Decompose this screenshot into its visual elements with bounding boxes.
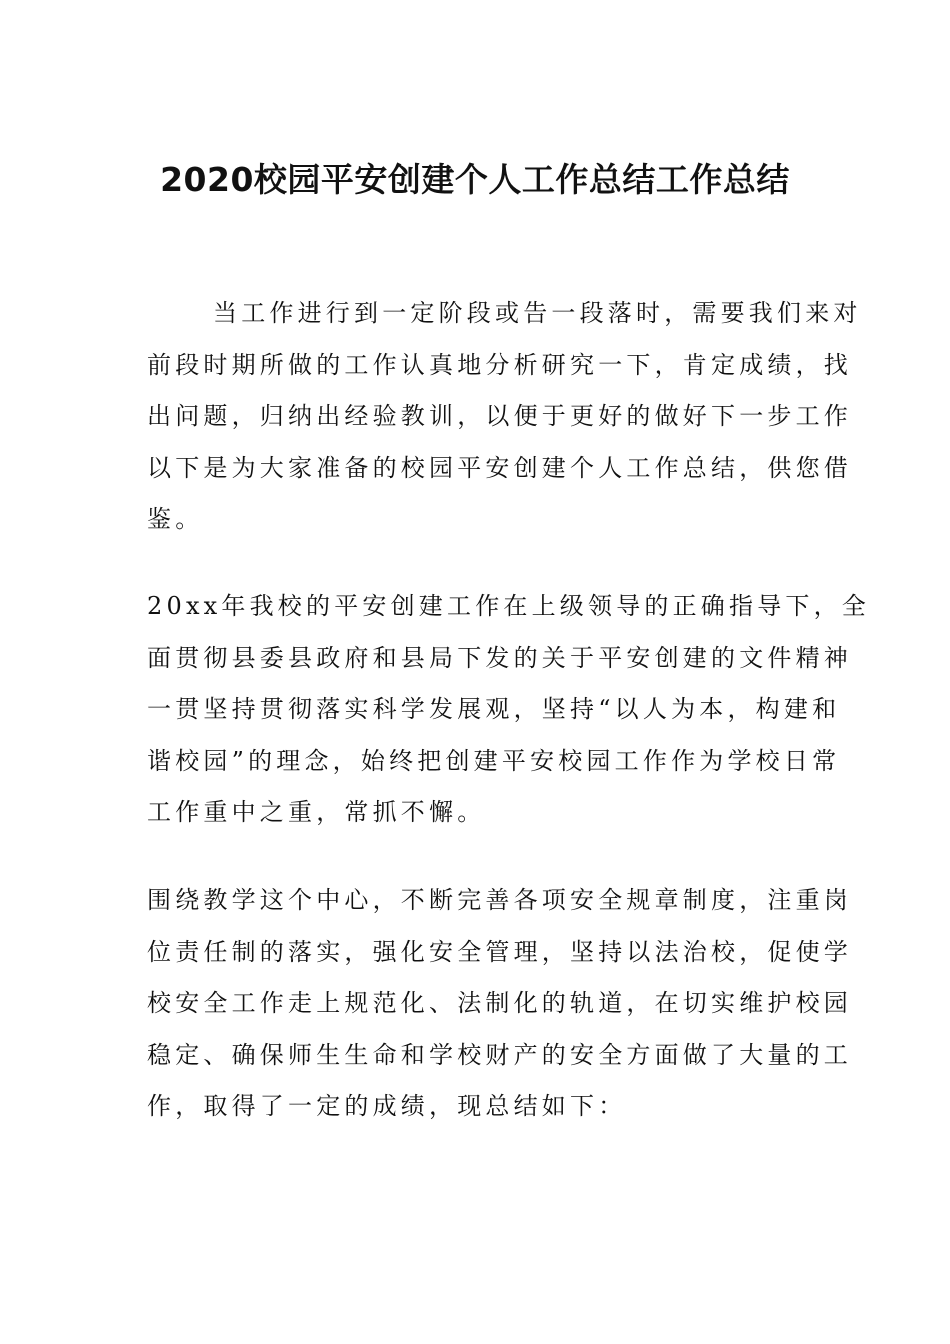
paragraph-line: 出问题，归纳出经验教训，以便于更好的做好下一步工作 <box>147 402 852 430</box>
paragraph-line: 校安全工作走上规范化、法制化的轨道，在切实维护校园 <box>147 989 852 1017</box>
paragraph-line: 围绕教学这个中心，不断完善各项安全规章制度，注重岗 <box>147 886 852 914</box>
document-title: 2020校园平安创建个人工作总结工作总结 <box>160 160 790 199</box>
paragraph-intro <box>147 288 862 546</box>
paragraph-line: 作，取得了一定的成绩，现总结如下： <box>147 1092 627 1120</box>
paragraph-line: 当工作进行到一定阶段或告一段落时，需要我们来对 <box>213 299 862 327</box>
paragraph-summary <box>147 875 852 1133</box>
paragraph-overview <box>147 581 871 839</box>
paragraph-line: 谐校园”的理念，始终把创建平安校园工作作为学校日常 <box>147 746 841 775</box>
paragraph-line: 位责任制的落实，强化安全管理，坚持以法治校，促使学 <box>147 937 852 966</box>
paragraph-line: 稳定、确保师生生命和学校财产的安全方面做了大量的工 <box>147 1040 852 1069</box>
paragraph-line: 前段时期所做的工作认真地分析研究一下，肯定成绩，找 <box>147 350 852 379</box>
paragraph-line: 鉴。 <box>147 505 204 533</box>
paragraph-line: 工作重中之重，常抓不懈。 <box>147 798 486 826</box>
paragraph-line: 以下是为大家准备的校园平安创建个人工作总结，供您借 <box>147 453 852 482</box>
paragraph-line: 一贯坚持贯彻落实科学发展观，坚持“以人为本，构建和 <box>147 695 841 723</box>
paragraph-line: 20xx年我校的平安创建工作在上级领导的正确指导下，全 <box>147 592 871 620</box>
paragraph-line: 面贯彻县委县政府和县局下发的关于平安创建的文件精神 <box>147 643 852 672</box>
